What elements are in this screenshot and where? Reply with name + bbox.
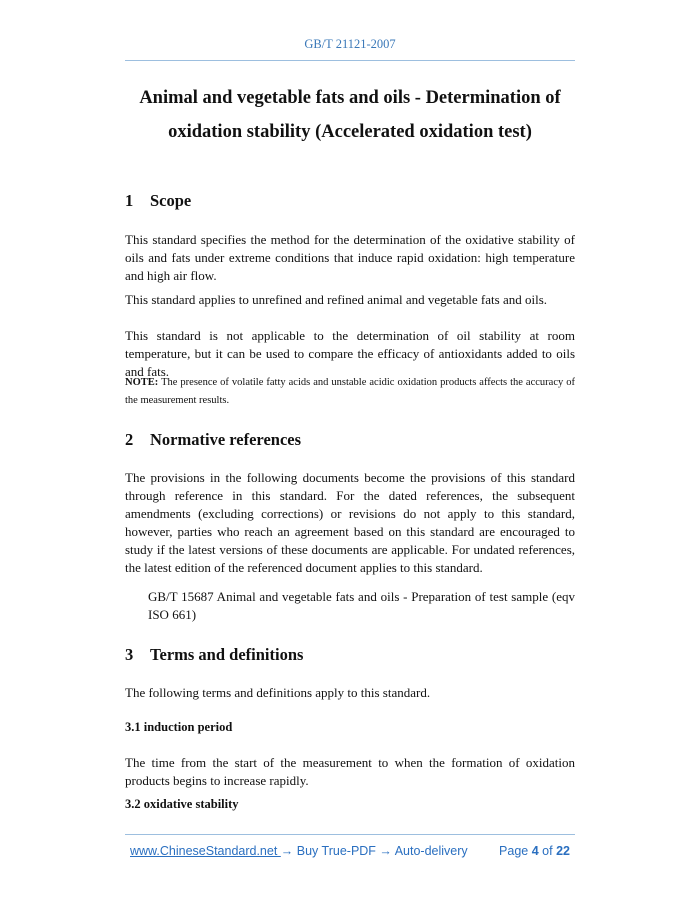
header-doc-id: GB/T 21121-2007 (304, 37, 396, 51)
section-title: Terms and definitions (150, 645, 304, 664)
page-number: 4 (531, 844, 539, 858)
note (125, 374, 575, 410)
page-indicator (499, 844, 570, 858)
section-3-heading (125, 645, 575, 665)
normative-reference: GB/T 15687 Animal and vegetable fats and oils - Preparation of test sample (eqv ISO 661) (148, 589, 575, 622)
header-rule (125, 60, 575, 61)
website-link[interactable]: www.ChineseStandard.net (130, 844, 281, 858)
note-text: The presence of volatile fatty acids and unstable acidic oxidation products affects the accuracy of the measurement results. (125, 377, 575, 406)
section-title: Normative references (150, 430, 302, 449)
footer-text: → Buy True-PDF → Auto-delivery (280, 844, 468, 858)
paragraph: The following terms and definitions apply to this standard. (125, 685, 431, 700)
paragraph: This standard applies to unrefined and refined animal and vegetable fats and oils. (125, 292, 547, 307)
title-line-2: oxidation stability (Accelerated oxidation test) (168, 122, 532, 142)
term-label: 3.2 oxidative stability (125, 797, 239, 811)
note-label: NOTE: (125, 377, 159, 388)
footer-rule (125, 834, 575, 835)
page-total: 22 (556, 844, 570, 858)
term-label: 3.1 induction period (125, 720, 233, 734)
paragraph: This standard is not applicable to the determination of oil stability at room temperature, but it can be used to compare the efficacy of antioxidants added to oils and fats. (125, 328, 575, 379)
section-number: 2 (125, 430, 134, 449)
section-number: 3 (125, 645, 134, 664)
page-of: of (542, 844, 553, 858)
page-label: Page (499, 844, 529, 858)
section-number: 1 (125, 191, 134, 210)
term-definition: The time from the start of the measurement to when the formation of oxidation products begins to increase rapidly. (125, 755, 575, 788)
section-2-heading (125, 430, 575, 450)
paragraph: The provisions in the following documents become the provisions of this standard through reference in this standard. For the dated references, the subsequent amendments (excluding corrections) or revisions do not apply to this standard, however, parties who reach an agreement based on this standard are encouraged to study if the latest versions of these documents are applicable. For undated references, the latest edition of the referenced document applies to this standard. (125, 470, 575, 575)
title-line-1: Animal and vegetable fats and oils - Determination of (139, 88, 561, 108)
section-title: Scope (150, 191, 192, 210)
footer (130, 844, 570, 858)
paragraph: This standard specifies the method for the determination of the oxidative stability of oils and fats under extreme conditions that induce rapid oxidation: high temperature and high air flow. (125, 232, 575, 283)
section-1-heading (125, 191, 575, 211)
